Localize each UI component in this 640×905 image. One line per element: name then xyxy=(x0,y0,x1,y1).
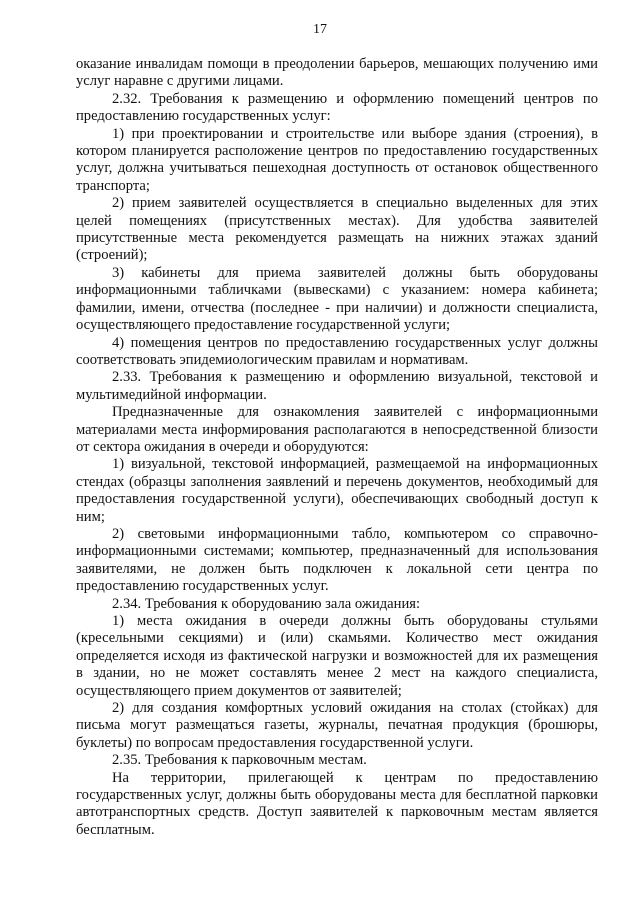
section-heading-2-33: 2.33. Требования к размещению и оформлению визуальной, текстовой и мультимедийной информации. xyxy=(76,369,598,403)
paragraph-continuation: оказание инвалидам помощи в преодолении барьеров, мешающих получению ими услуг наравне с другими лицами. xyxy=(76,56,598,90)
section-heading-2-35: 2.35. Требования к парковочным местам. xyxy=(112,752,367,769)
paragraph-2-35-text: На территории, прилегающей к центрам по предоставлению государственных услуг, должны быть оборудованы места для бесплатной парковки автотранспортных средств. Доступ заявителей к парковочным местам является бесплатным. xyxy=(76,769,598,838)
list-item-2-34-2: 2) для создания комфортных условий ожидания на столах (стойках) для письма могут размещаться газеты, журналы, печатная продукция (брошюры, буклеты) по вопросам предоставления государственной услуги. xyxy=(76,700,598,751)
page-number: 17 xyxy=(313,22,327,37)
document-body xyxy=(76,56,598,839)
list-item-2-33-1: 1) визуальной, текстовой информацией, размещаемой на информационных стендах (образцы заполнения заявлений и перечень документов, необходимый для предоставления государственной услуги), обеспечивающих свободный доступ к ним; xyxy=(76,456,598,525)
list-item-2-33-2: 2) световыми информационными табло, компьютером со справочно-информационными системами; компьютер, предназначенный для использования заявителями, не должен быть подключен к локальной сети центра по предоставлению государственных услуг. xyxy=(76,525,598,595)
list-item-2-34-1: 1) места ожидания в очереди должны быть оборудованы стульями (кресельными секциями) и (или) скамьями. Количество мест ожидания определяется исходя из фактической нагрузки и возможностей для их размещения в здании, но не может составлять менее 2 мест на каждого специалиста, осуществляющего прием документов от заявителей; xyxy=(76,613,598,699)
list-item-2-32-1: 1) при проектировании и строительстве или выборе здания (строения), в котором планируется расположение центров по предоставлению государственных услуг, должна учитываться пешеходная доступность от остановок общественного транспорта; xyxy=(76,125,598,194)
section-heading-2-34: 2.34. Требования к оборудованию зала ожидания: xyxy=(112,595,421,612)
list-item-2-32-2: 2) прием заявителей осуществляется в специально выделенных для этих целей помещениях (присутственных местах). Для удобства заявителей присутственные места рекомендуется размещать на нижних этажах зданий (строений); xyxy=(76,195,598,264)
list-item-2-32-4: 4) помещения центров по предоставлению государственных услуг должны соответствовать эпидемиологическим правилам и нормативам. xyxy=(76,334,598,368)
section-heading-2-32: 2.32. Требования к размещению и оформлению помещений центров по предоставлению государственных услуг: xyxy=(76,90,598,125)
paragraph-2-33-intro: Предназначенные для ознакомления заявителей с информационными материалами места информирования располагаются в непосредственной близости от сектора ожидания в очереди и оборудуются: xyxy=(76,404,598,455)
list-item-2-32-3: 3) кабинеты для приема заявителей должны быть оборудованы информационными табличками (вывесками) с указанием: номера кабинета; фамилии, имени, отчества (последнее - при наличии) и должности специалиста, осуществляющего предоставление государственной услуги; xyxy=(76,264,598,334)
